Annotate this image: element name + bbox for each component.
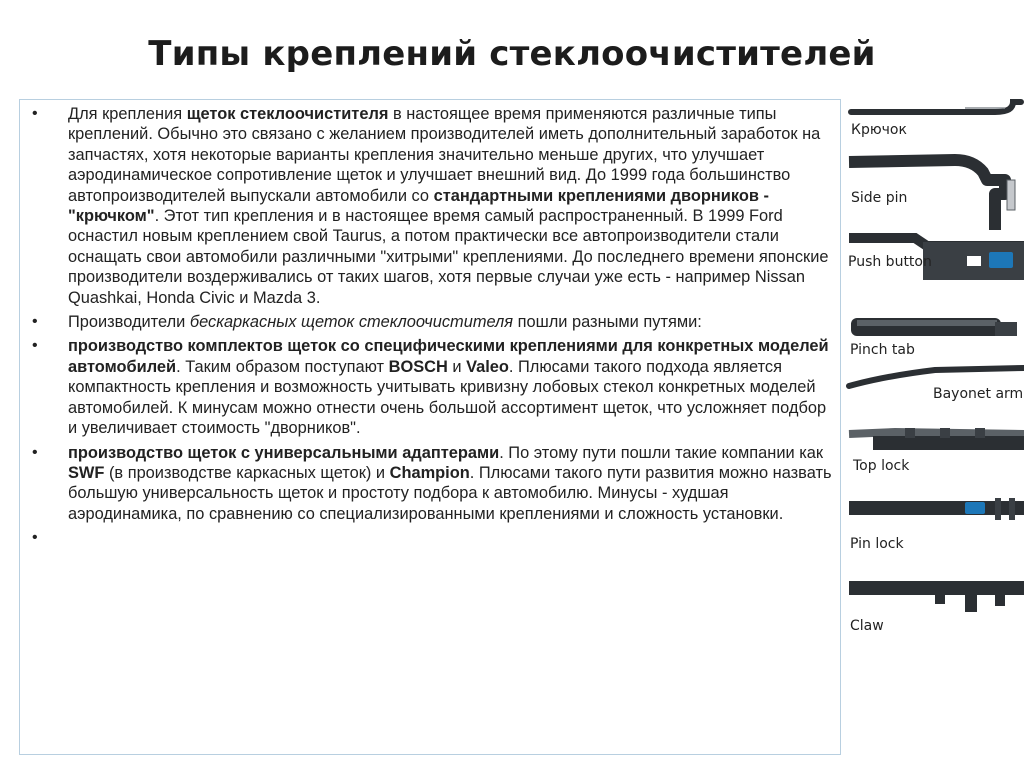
bullet-marker: • <box>32 443 38 461</box>
bullet-item: • производство щеток с универсальными адаптерами. По этому пути пошли такие компании как SWF (в производстве каркасных щеток) и Champion. Плюсами такого пути развития можно назвать большую универсальность щеток и простоту подбора к автомобилю. Минусы - худшая аэродинамика, по сравнению со специализированными креплениями и сложность установки. <box>32 443 832 523</box>
bullet-item: • Для крепления щеток стеклоочистителя в настоящее время применяются различные типы креплений. Обычно это связано с желанием производителей иметь дополнительный заработок на запчастях, хотя некоторые варианты крепления значительно меньше других, что улучшает аэродинамическое сопротивление щеток и улучшает внешний вид. До 1999 года большинство автопроизводителей выпускали автомобили со стандартными креплениями дворников - "крючком". Этот тип крепления и в настоящее время самый распространенный. В 1999 Ford оснастил новым креплением свой Taurus, а потом практически все автопроизводители стали оснащать свои автомобили различными "хитрыми" креплениями. До последнего времени японские производители воздерживались от таких шагов, хотя первые случаи уже есть - например Nissan Quashkai, Honda Civic и Mazda 3. <box>32 105 829 307</box>
bullet-item: • производство комплектов щеток со специфическими креплениями для конкретных моделей автомобилей. Таким образом поступают BOSCH и Valeo. Плюсами такого подхода является компактность крепления и возможность учитывать кривизну лобовых стекол конкретных моделей автомобилей. К минусам можно отнести очень большой ассортимент щеток, что усложняет подбор и увеличивает стоимость "дворников". <box>32 337 829 438</box>
mount-types-panel <box>845 96 1024 656</box>
bullet-marker: • <box>32 105 38 122</box>
bullet-marker: • <box>32 313 38 331</box>
mount-tile-pinch-tab: Pinch tab <box>845 308 1024 380</box>
bullet-marker: • <box>32 337 38 355</box>
bullet-item: • Производители бескаркасных щеток стеклоочистителя пошли разными путями: <box>32 313 702 332</box>
mount-tile-bayonet-arm: Bayonet arm <box>845 364 1024 436</box>
mount-tile-pin-lock: Pin lock <box>845 494 1024 566</box>
page-title: Типы креплений стеклоочистителей <box>148 34 876 74</box>
mount-tile-side-pin: Side pin <box>845 150 1024 222</box>
claw-mount-icon <box>845 574 1024 616</box>
bullet-item-empty <box>20 528 832 548</box>
top-lock-mount-icon <box>845 422 1024 462</box>
mount-tile-claw: Claw <box>845 574 1024 646</box>
content-text-box <box>19 99 841 755</box>
mount-tile-top-lock: Top lock <box>845 422 1024 494</box>
bullet-list <box>20 104 832 553</box>
mount-tile-hook: Крючок <box>845 96 1024 168</box>
bullet-marker: • <box>32 529 38 547</box>
pin-lock-mount-icon <box>845 494 1024 534</box>
mount-tile-push-button: Push button <box>845 230 1024 302</box>
